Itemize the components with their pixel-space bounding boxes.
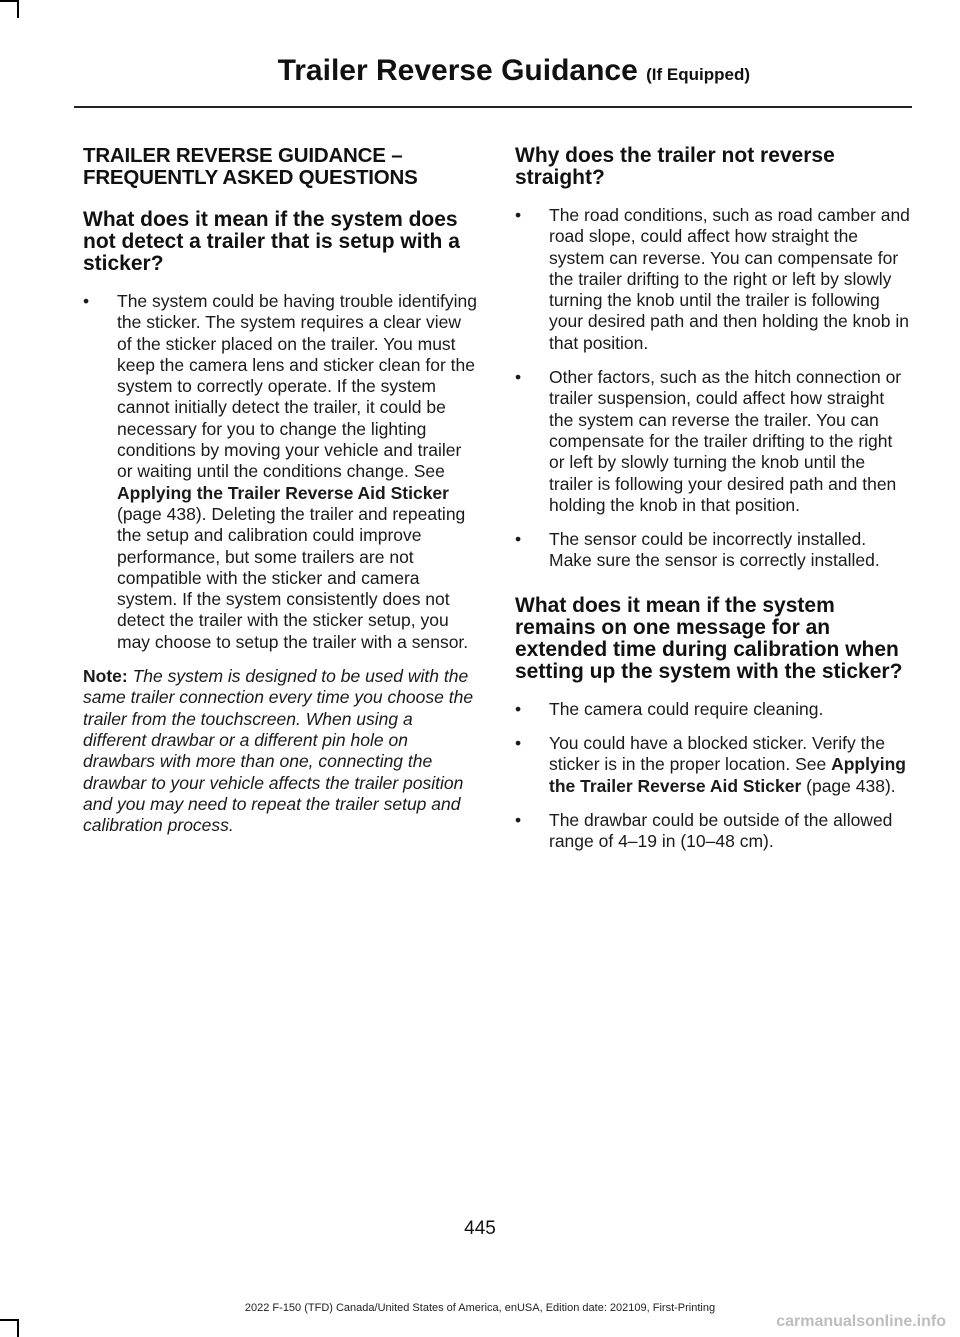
- bullet: •: [515, 698, 522, 719]
- list-item: • The system could be having trouble identifying the sticker. The system requires a clear view of the sticker placed on the trailer. You must keep the camera lens and sticker clean for the system to correctly operate. If the system cannot initially detect the trailer, it could be necessary for you to change the lighting conditions by moving your vehicle and trailer or waiting until the conditions change. See Applying the Trailer Reverse Aid Sticker (page 438). Deleting the trailer and repeating the setup and calibration could improve performance, but some trailers are not compatible with the sticker and camera system. If the system consistently does not detect the trailer with the sticker setup, you may choose to setup the trailer with a sensor.: [83, 291, 477, 652]
- answer-list: [515, 699, 910, 853]
- note: [83, 666, 478, 836]
- page-header-title: [278, 54, 750, 88]
- list-item: • The sensor could be incorrectly installed. Make sure the sensor is correctly installed.: [515, 529, 880, 571]
- bullet: •: [515, 809, 522, 830]
- right-column: [515, 145, 910, 866]
- bullet: •: [83, 291, 90, 311]
- header-title-text: Trailer Reverse Guidance: [277, 54, 638, 87]
- answer-list: [515, 205, 910, 572]
- list-item: • The camera could require cleaning.: [515, 698, 824, 719]
- header-divider: [74, 106, 912, 108]
- left-column: [83, 145, 478, 836]
- question-heading: What does it mean if the system does not detect a trailer that is setup with a sticker?: [83, 208, 460, 275]
- crop-mark: [0, 1319, 18, 1321]
- cross-reference-link[interactable]: Applying the Trailer Reverse Aid Sticker: [117, 482, 449, 503]
- header-subtitle: (If Equipped): [646, 65, 750, 84]
- list-item: • The drawbar could be outside of the allowed range of 4–19 in (10–48 cm).: [515, 809, 893, 852]
- note-label: Note:: [83, 666, 128, 687]
- page-number: 445: [464, 1218, 496, 1239]
- cross-reference-link[interactable]: Applying the Trailer Reverse Aid Sticker: [549, 754, 906, 796]
- answer-list: [83, 291, 478, 653]
- note-text: The system is designed to be used with the same trailer connection every time you choose the trailer from the touchscreen. When using a different drawbar or a different pin hole on drawbars with more than one, connecting the drawbar to your vehicle affects the trailer position and you may need to repeat the trailer setup and calibration process.: [83, 666, 474, 836]
- bullet: •: [515, 367, 522, 388]
- section-heading: TRAILER REVERSE GUIDANCE – FREQUENTLY ASKED QUESTIONS: [83, 144, 418, 189]
- list-item: • You could have a blocked sticker. Verify the sticker is in the proper location. See Applying the Trailer Reverse Aid Sticker (page 438).: [515, 733, 906, 796]
- question-heading: Why does the trailer not reverse straight?: [515, 144, 835, 189]
- crop-mark: [17, 0, 19, 18]
- crop-mark: [0, 0, 18, 2]
- bullet: •: [515, 529, 522, 550]
- list-item: • Other factors, such as the hitch connection or trailer suspension, could affect how straight the system can reverse the trailer. You can compensate for the trailer drifting to the right or left by slowly turning the knob until the trailer is following your desired path and then holding the knob in that position.: [515, 367, 902, 515]
- list-item: • The road conditions, such as road camber and road slope, could affect how straight the system can reverse. You can compensate for the trailer drifting to the right or left by slowly turning the knob until the trailer is following your desired path and then holding the knob in that position.: [515, 205, 910, 353]
- bullet: •: [515, 733, 522, 754]
- bullet: •: [515, 205, 522, 225]
- question-heading: What does it mean if the system remains on one message for an extended time during calibration when setting up the system with the sticker?: [515, 593, 903, 683]
- crop-mark: [17, 1319, 19, 1337]
- edition-footer: 2022 F-150 (TFD) Canada/United States of America, enUSA, Edition date: 202109, First-Printing: [244, 1302, 716, 1314]
- watermark: carmanualsonline.info: [776, 1313, 946, 1330]
